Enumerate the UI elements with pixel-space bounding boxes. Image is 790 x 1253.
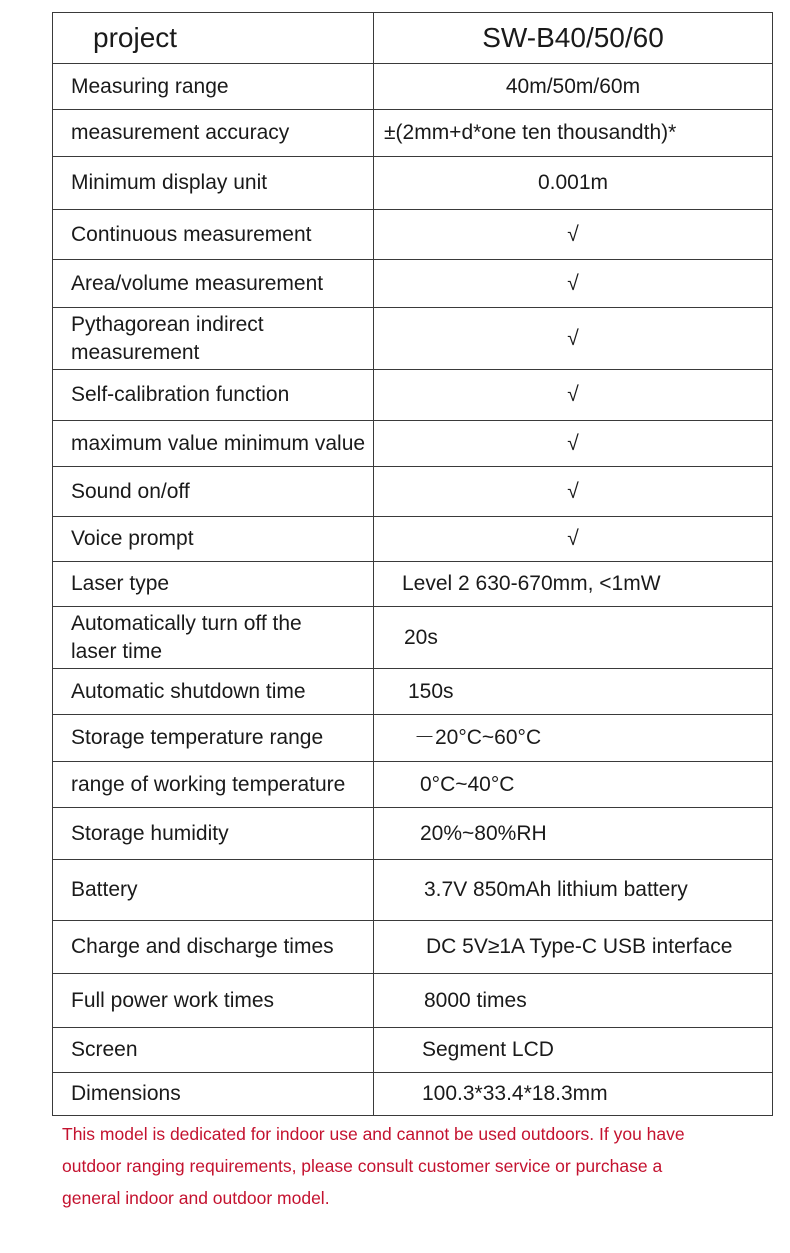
table-row [53,517,773,562]
row-value: 20s [374,607,773,669]
check-mark: √ [374,370,773,421]
row-value: 20%~80%RH [374,808,773,860]
row-value: 3.7V 850mAh lithium battery [374,860,773,921]
row-value: 150s [374,669,773,715]
row-label: Sound on/off [53,467,374,517]
row-label: maximum value minimum value [53,421,374,467]
table-row [53,467,773,517]
row-label: Voice prompt [53,517,374,562]
row-value: Level 2 630-670mm, <1mW [374,562,773,607]
check-mark: √ [374,308,773,370]
row-label: range of working temperature [53,762,374,808]
row-label: Self-calibration function [53,370,374,421]
check-mark: √ [374,467,773,517]
row-label: Full power work times [53,974,374,1028]
row-label: Continuous measurement [53,210,374,260]
row-label: Automatically turn off the laser time [53,607,374,669]
table-row [53,669,773,715]
row-label: Automatic shutdown time [53,669,374,715]
table-row [53,210,773,260]
table-row [53,715,773,762]
table-row [53,607,773,669]
notice-line: general indoor and outdoor model. [62,1188,330,1208]
check-mark: √ [374,421,773,467]
table-row [53,860,773,921]
row-label: Screen [53,1028,374,1073]
table-row [53,110,773,157]
table-row [53,421,773,467]
row-label: Measuring range [53,64,374,110]
row-value: Segment LCD [374,1028,773,1073]
row-label: Laser type [53,562,374,607]
table-row [53,260,773,308]
row-value: －20°C~60°C [374,715,773,762]
row-label: Minimum display unit [53,157,374,210]
row-value: 100.3*33.4*18.3mm [374,1073,773,1116]
table-row [53,370,773,421]
notice-line: outdoor ranging requirements, please consult customer service or purchase a [62,1156,663,1176]
row-label: measurement accuracy [53,110,374,157]
table-row [53,762,773,808]
row-label: Area/volume measurement [53,260,374,308]
header-value: SW-B40/50/60 [374,13,773,64]
table-row [53,64,773,110]
table-row [53,921,773,974]
row-value: ±(2mm+d*one ten thousandth)* [374,110,773,157]
table-row [53,157,773,210]
check-mark: √ [374,210,773,260]
row-label: Storage temperature range [53,715,374,762]
row-label: Charge and discharge times [53,921,374,974]
row-value: DC 5V≥1A Type-C USB interface [374,921,773,974]
table-row [53,308,773,370]
row-value: 40m/50m/60m [374,64,773,110]
row-label: Battery [53,860,374,921]
table-row [53,562,773,607]
row-value: 8000 times [374,974,773,1028]
check-mark: √ [374,517,773,562]
row-label: Storage humidity [53,808,374,860]
check-mark: √ [374,260,773,308]
spec-table [52,12,773,1116]
row-value: 0°C~40°C [374,762,773,808]
table-header-row [53,13,773,64]
table-row [53,1073,773,1116]
indoor-use-notice [62,1118,762,1214]
row-label: Dimensions [53,1073,374,1116]
table-row [53,1028,773,1073]
notice-line: This model is dedicated for indoor use and cannot be used outdoors. If you have [62,1124,685,1144]
table-row [53,974,773,1028]
row-value: 0.001m [374,157,773,210]
table-row [53,808,773,860]
row-label: Pythagorean indirect measurement [53,308,374,370]
header-label: project [53,13,374,64]
